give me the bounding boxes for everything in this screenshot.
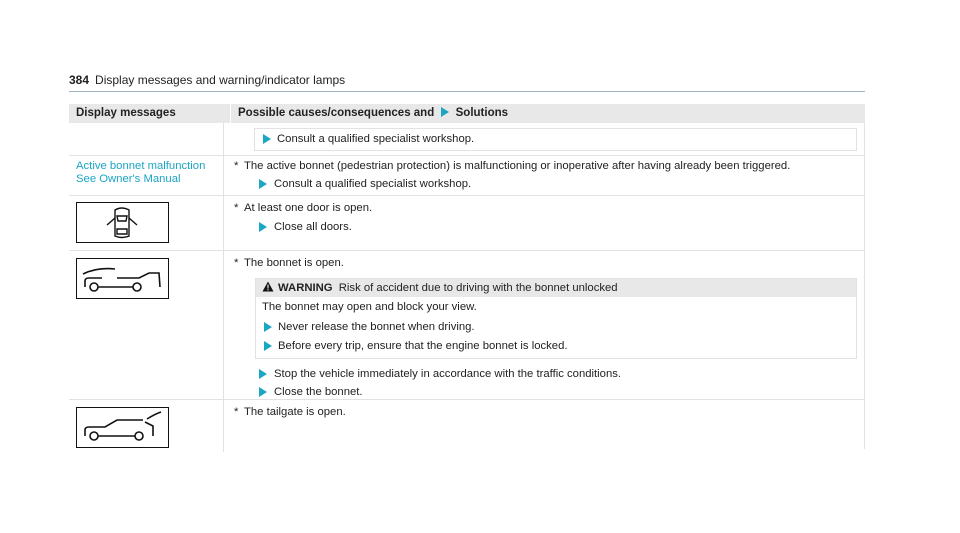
bullet-star: * (234, 202, 239, 214)
action-item (256, 321, 856, 334)
col-header-causes (230, 104, 865, 123)
cause-text: At least one door is open. (244, 202, 373, 214)
table-row (69, 123, 865, 156)
warning-box (255, 278, 857, 359)
bullet-star: * (234, 406, 239, 418)
warning-text: The bonnet may open and block your view. (262, 301, 477, 313)
solution-cell (223, 251, 865, 399)
action-item (232, 221, 865, 234)
action-item (232, 178, 865, 191)
solution-cell (223, 400, 865, 452)
cause-text: The tailgate is open. (244, 406, 346, 418)
cause-item (232, 406, 865, 419)
arrow-icon (259, 387, 267, 397)
arrow-icon (263, 134, 271, 144)
warning-label: WARNING (278, 282, 333, 294)
cause-item (232, 160, 865, 173)
arrow-icon (264, 341, 272, 351)
solution-cell (223, 123, 865, 155)
arrow-icon (441, 107, 449, 117)
action-text: Close the bonnet. (274, 386, 363, 398)
message-cell (69, 251, 223, 399)
door-open-icon (76, 202, 169, 243)
tailgate-open-icon (76, 407, 169, 448)
col-header-solutions-text: Solutions (455, 107, 509, 119)
page-header (69, 73, 865, 92)
display-messages-table (69, 104, 865, 452)
arrow-icon (259, 222, 267, 232)
message-cell (69, 123, 223, 155)
table-row (69, 196, 865, 251)
page-number: 384 (69, 73, 90, 87)
arrow-icon (259, 179, 267, 189)
action-item (256, 340, 856, 353)
arrow-icon (259, 369, 267, 379)
action-box (254, 128, 857, 151)
table-header (69, 104, 865, 123)
message-line: See Owner's Manual (76, 173, 181, 185)
cause-item (232, 257, 865, 270)
cause-text: The bonnet is open. (244, 257, 344, 269)
solution-cell (223, 196, 865, 250)
action-item (232, 386, 865, 399)
message-line: Active bonnet malfunction (76, 160, 206, 172)
message-cell (69, 400, 223, 452)
message-cell (69, 156, 223, 195)
bullet-star: * (234, 257, 239, 269)
col-header-causes-text: Possible causes/consequences and (238, 107, 435, 119)
page-title: Display messages and warning/indicator lamps (95, 73, 346, 87)
solution-cell (223, 156, 865, 195)
table-row (69, 400, 865, 452)
message-cell (69, 196, 223, 250)
action-item (232, 368, 865, 381)
cause-item (232, 202, 865, 215)
action-text: Before every trip, ensure that the engine bonnet is locked. (278, 340, 568, 352)
col-header-messages: Display messages (76, 107, 176, 119)
cause-text: The active bonnet (pedestrian protection) is malfunctioning or inoperative after having already been triggered. (244, 160, 791, 172)
arrow-icon (264, 322, 272, 332)
action-text: Consult a qualified specialist workshop. (274, 178, 472, 190)
table-row (69, 156, 865, 196)
warning-header (256, 279, 856, 297)
bonnet-open-icon (76, 258, 169, 299)
warning-title: Risk of accident due to driving with the bonnet unlocked (338, 282, 618, 294)
table-row (69, 251, 865, 400)
action-text: Close all doors. (274, 221, 352, 233)
action-text: Consult a qualified specialist workshop. (277, 133, 475, 145)
action-text: Never release the bonnet when driving. (278, 321, 475, 333)
warning-triangle-icon (262, 280, 274, 298)
bullet-star: * (234, 160, 239, 172)
action-text: Stop the vehicle immediately in accordance with the traffic conditions. (274, 368, 622, 380)
